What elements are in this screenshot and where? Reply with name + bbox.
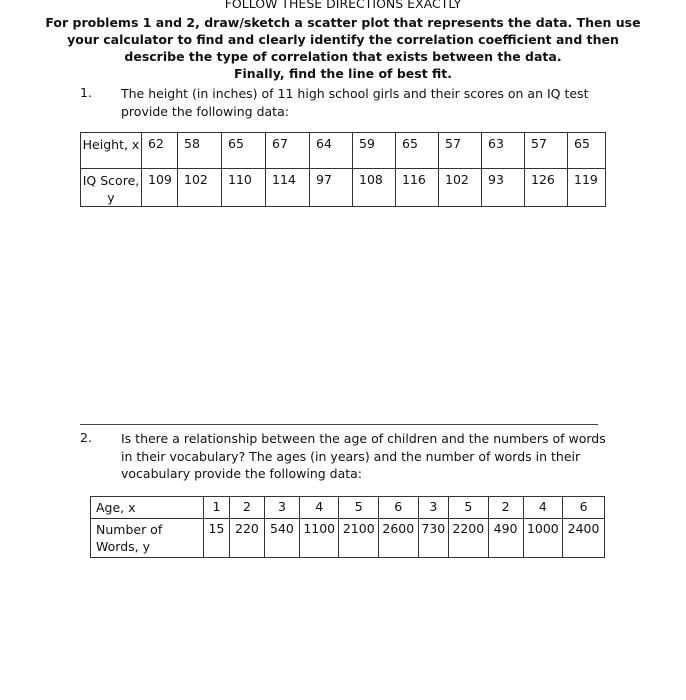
directions-line-3: describe the type of correlation that exists between the data.: [124, 49, 562, 64]
table-row: [91, 519, 605, 558]
table-cell: 6: [563, 497, 605, 519]
problem-2-text: Is there a relationship between the age of children and the numbers of words in their vocabulary? The ages (in years) and the number of words in their vocabulary provide the following data:: [121, 431, 606, 481]
row-header-iq-score: IQ Score, y: [81, 169, 142, 207]
table-cell: 65: [222, 133, 266, 169]
table-cell: 2: [488, 497, 523, 519]
table-row: [81, 169, 606, 207]
table-cell: 119: [568, 169, 606, 207]
table-cell: 110: [222, 169, 266, 207]
table-cell: 1000: [523, 519, 563, 558]
table-cell: 3: [418, 497, 449, 519]
table-cell: 3: [264, 497, 299, 519]
table-cell: 97: [310, 169, 353, 207]
table-cell: 93: [482, 169, 525, 207]
problem-1-data-table: [80, 132, 606, 207]
table-cell: 59: [353, 133, 396, 169]
table-cell: 108: [353, 169, 396, 207]
problem-2-number: 2.: [80, 430, 92, 445]
table-cell: 2: [229, 497, 264, 519]
row-header-height: Height, x: [81, 133, 142, 169]
table-cell: 63: [482, 133, 525, 169]
table-cell: 2400: [563, 519, 605, 558]
table-cell: 15: [203, 519, 229, 558]
table-cell: 5: [449, 497, 489, 519]
directions-line-4: Finally, find the line of best fit.: [233, 66, 453, 81]
row-header-age: Age, x: [91, 497, 204, 519]
table-cell: 220: [229, 519, 264, 558]
table-row: [81, 133, 606, 169]
problem-1-number: 1.: [80, 85, 92, 100]
table-cell: 4: [523, 497, 563, 519]
table-cell: 2600: [379, 519, 419, 558]
table-cell: 1100: [299, 519, 339, 558]
problem-1-text: The height (in inches) of 11 high school girls and their scores on an IQ test provide the following data:: [121, 86, 589, 119]
table-cell: 2200: [449, 519, 489, 558]
directions-line-2: your calculator to find and clearly identify the correlation coefficient and then: [67, 32, 619, 47]
table-cell: 67: [266, 133, 310, 169]
table-cell: 57: [525, 133, 568, 169]
table-cell: 109: [142, 169, 178, 207]
table-cell: 1: [203, 497, 229, 519]
table-cell: 102: [439, 169, 482, 207]
table-cell: 540: [264, 519, 299, 558]
table-cell: 2100: [339, 519, 379, 558]
directions-title: FOLLOW THESE DIRECTIONS EXACTLY: [224, 0, 462, 11]
table-cell: 65: [396, 133, 439, 169]
table-cell: 114: [266, 169, 310, 207]
separator-line: [80, 424, 598, 425]
table-cell: 6: [379, 497, 419, 519]
table-cell: 126: [525, 169, 568, 207]
row-header-number-of-words: Number of Words, y: [91, 519, 204, 558]
table-row: [91, 497, 605, 519]
problem-2-data-table: [90, 496, 605, 558]
table-cell: 58: [178, 133, 222, 169]
table-cell: 65: [568, 133, 606, 169]
table-cell: 490: [488, 519, 523, 558]
table-cell: 102: [178, 169, 222, 207]
table-cell: 4: [299, 497, 339, 519]
table-cell: 64: [310, 133, 353, 169]
table-cell: 116: [396, 169, 439, 207]
table-cell: 57: [439, 133, 482, 169]
directions-line-1: For problems 1 and 2, draw/sketch a scatter plot that represents the data. Then use: [45, 15, 641, 30]
table-cell: 62: [142, 133, 178, 169]
table-cell: 730: [418, 519, 449, 558]
table-cell: 5: [339, 497, 379, 519]
